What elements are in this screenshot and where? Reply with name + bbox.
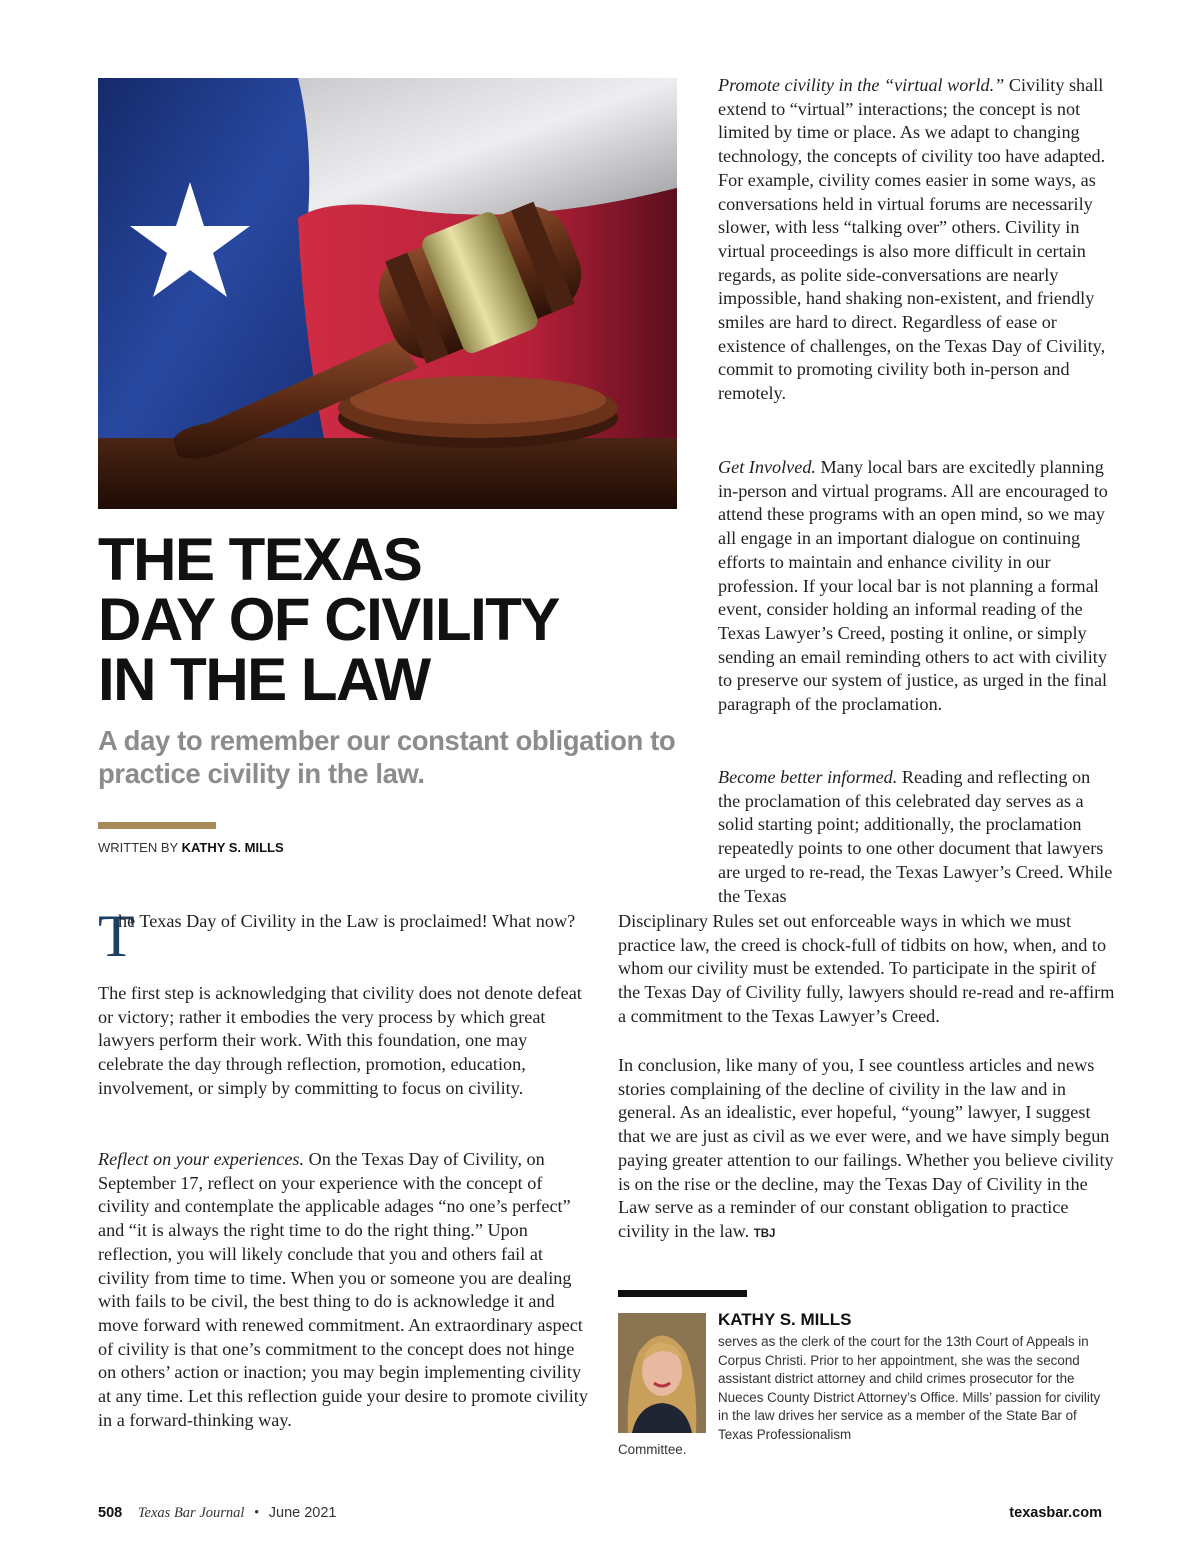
issue-date: June 2021 <box>268 1505 337 1521</box>
author-photo <box>618 1313 706 1433</box>
body-paragraph <box>718 766 1113 908</box>
paragraph-body: On the Texas Day of Civility, on September 17, reflect on your experience with the concept of civility and contemplate the applicable adages “no one’s perfect” and “it is always the right time to do the right thing.” Upon reflection, you will likely conclude that you and others fail at civility from time to time. When you or someone you are dealing with fails to be civil, the best thing to do is acknowledge it and move forward with renewed commitment. An extraordinary aspect of civility is that one’s commitment to the concept does not hinge on others’ action or inaction; you may begin implementing civility at any time. Let this reflection guide your desire to promote civility in a forward-thinking way. <box>98 1149 588 1430</box>
page-number: 508 <box>98 1505 123 1521</box>
body-paragraph: The first step is acknowledging that civility does not denote defeat or victory; rather it embodies the very process by which great lawyers perform their work. With this foundation, one may celebrate the day through reflection, promotion, education, involvement, or simply by committing to focus on civility. <box>98 983 582 1098</box>
end-mark: TBJ <box>753 1227 776 1240</box>
byline-prefix: WRITTEN BY <box>98 840 178 855</box>
drop-cap: T <box>98 903 135 969</box>
body-paragraph-continued: Disciplinary Rules set out enforceable ways in which we must practice law, the creed is chock-full of tidbits on how, when, and to whom our civility must be extended. To participate in the spirit of the Texas Day of Civility fully, lawyers should re-read and re-affirm a commitment to the Texas Lawyer’s Creed. <box>618 911 1115 1026</box>
body-paragraph <box>718 456 1113 717</box>
footer-website: texasbar.com <box>1009 1505 1102 1521</box>
paragraph-body: Reading and reflecting on the proclamation of this celebrated day serves as a solid starting point; additionally, the proclamation repeatedly points to one other document that lawyers are urged to re-read, the Texas Lawyer’s Creed. While the Texas <box>718 767 1113 906</box>
bio-text: serves as the clerk of the court for the 13th Court of Appeals in Corpus Christi. Prior to her appointment, she was the second assistant district attorney and child crimes prosecutor for the Nueces County District Attorney’s Office. Mills’ passion for civility in the law drives her service as a member of the State Bar of Texas Professionalism <box>718 1334 1101 1442</box>
article-subtitle: A day to remember our constant obligation to practice civility in the law. <box>98 725 676 789</box>
bio-rule <box>618 1290 747 1297</box>
paragraph-body: Many local bars are excitedly planning in-person and virtual programs. All are encouraged to attend these programs with an open mind, so we may all engage in an important dialogue on continuing efforts to maintain and enhance civility in our profession. If your local bar is not planning a formal event, consider holding an informal reading of the Texas Lawyer’s Creed, posting it online, or simply sending an email reminding others to act with civility to preserve our system of justice, as urged in the final paragraph of the proclamation. <box>718 457 1108 715</box>
author-portrait <box>618 1313 706 1433</box>
paragraph-lead: Become better informed. <box>718 767 898 787</box>
title-line: THE TEXAS <box>98 526 422 593</box>
paragraph-lead: Promote civility in the “virtual world.” <box>718 75 1005 95</box>
paragraph-body: In conclusion, like many of you, I see countless articles and news stories complaining of the decline of civility in the law and in general. As an idealistic, ever hopeful, “young” lawyer, I suggest that we are just as civil as we ever were, and we have simply begun paying greater attention to our failings. Whether you believe civility is on the rise or the decline, may the Texas Day of Civility in the Law serve as a reminder of our constant obligation to practice civility in the law. <box>618 1055 1114 1241</box>
page-footer <box>98 1505 337 1522</box>
body-paragraph <box>718 74 1113 406</box>
byline-author: KATHY S. MILLS <box>181 840 284 855</box>
hero-image <box>98 78 677 509</box>
gavel-flag-illustration <box>98 78 677 509</box>
title-line: IN THE LAW <box>98 646 430 713</box>
bio-name: KATHY S. MILLS <box>718 1310 852 1329</box>
conclusion-paragraph <box>618 1054 1118 1247</box>
article-title <box>98 526 678 713</box>
paragraph-lead: Get Involved. <box>718 457 816 477</box>
intro-paragraph: he Texas Day of Civility in the Law is proclaimed! What now? <box>118 911 576 931</box>
footer-bullet: • <box>254 1505 260 1521</box>
byline <box>98 840 284 855</box>
journal-name: Texas Bar Journal <box>137 1505 245 1521</box>
paragraph-body: Civility shall extend to “virtual” interactions; the concept is not limited by time or place. As we adapt to changing technology, the concepts of civility too have adapted. For example, civility comes easier in some ways, as conversations held in virtual forums are necessarily slower, with less “talking over” others. Civility in virtual proceedings is also more difficult in certain regards, as polite side-conversations are nearly impossible, hand shaking non-existent, and friendly smiles are hard to direct. Regardless of ease or existence of challenges, on the Texas Day of Civility, commit to promoting civility both in-person and remotely. <box>718 75 1106 404</box>
accent-rule <box>98 822 216 829</box>
bio-text-tail: Committee. <box>618 1442 687 1457</box>
paragraph-lead: Reflect on your experiences. <box>98 1149 305 1169</box>
title-line: DAY OF CIVILITY <box>98 586 559 653</box>
body-paragraph <box>98 1148 588 1432</box>
